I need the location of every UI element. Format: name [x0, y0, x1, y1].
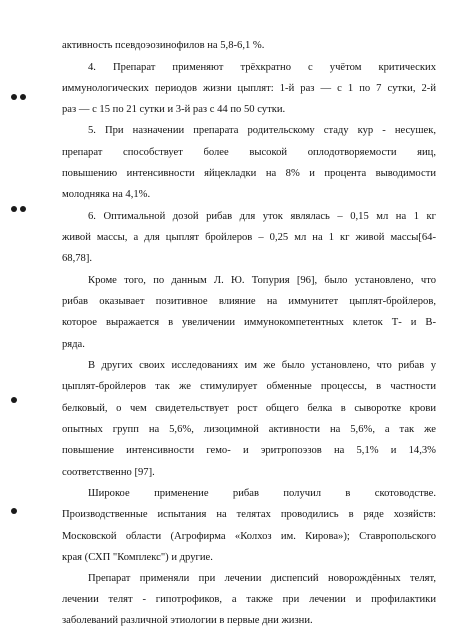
- text-line: соответственно [97].: [62, 467, 155, 478]
- text-line: белковый, о чем свидетельствует рост общего белка в сыворотке крови: [62, 403, 436, 414]
- text-line: Препарат применяли при лечении диспепсий новорождённых телят,: [88, 573, 436, 584]
- text-line: В других своих исследованиях им же было установлено, что рибав у: [88, 360, 436, 371]
- binder-hole: [11, 508, 17, 514]
- text-line: края (СХП "Комплекс") и другие.: [62, 552, 213, 563]
- text-line: иммунологических периодов жизни цыплят: 1-й раз — с 1 по 7 сутки, 2-й: [62, 83, 436, 94]
- text-line: 4. Препарат применяют трёхкратно с учётом критических: [88, 62, 436, 73]
- text-line: повышение интенсивности гемо- и эритропоэзов на 5,1% и 14,3%: [62, 445, 436, 456]
- text-line: рибав оказывает позитивное влияние на иммунитет цыплят-бройлеров,: [62, 296, 436, 307]
- text-line: цыплят-бройлеров так же стимулирует обменные процессы, в частности: [62, 381, 436, 392]
- text-line: живой массы, а для цыплят бройлеров – 0,25 мл на 1 кг живой массы[64-: [62, 232, 436, 243]
- text-line: активность псевдоэозинофилов на 5,8-6,1 %.: [62, 40, 265, 51]
- text-line: препарат способствует более высокой оплодотворяемости яиц,: [62, 147, 436, 158]
- text-line: раз — с 15 по 21 сутки и 3-й раз с 44 по 50 сутки.: [62, 104, 286, 115]
- text-line: Широкое применение рибав получил в скотоводстве.: [88, 488, 436, 499]
- text-line: 5. При назначении препарата родительскому стаду кур - несушек,: [88, 125, 436, 136]
- text-line: 6. Оптимальной дозой рибав для уток являлась – 0,15 мл на 1 кг: [88, 211, 436, 222]
- text-line: молодняка на 4,1%.: [62, 189, 151, 200]
- text-line: повышению интенсивности яйцекладки на 8% и процента выводимости: [62, 168, 436, 179]
- binder-hole: [11, 94, 17, 100]
- text-line: заболеваний различной этиологии в первые дни жизни.: [62, 615, 313, 626]
- binder-hole: [20, 206, 26, 212]
- text-line: Московской области (Агрофирма «Колхоз им. Кирова»); Ставропольского: [62, 531, 436, 542]
- text-line: опытных групп на 5,6%, лизоцимной активности на 5,6%, а так же: [62, 424, 436, 435]
- binder-hole: [20, 94, 26, 100]
- text-line: ряда.: [62, 339, 85, 350]
- binder-hole: [11, 397, 17, 403]
- text-line: лечении телят - гипотрофиков, а также при лечении и профилактики: [62, 594, 436, 605]
- text-line: 68,78].: [62, 253, 93, 264]
- text-line: которое выражается в увеличении иммунокомпетентных клеток Т- и В-: [62, 317, 436, 328]
- text-line: Производственные испытания на телятах проводились в ряде хозяйств:: [62, 509, 436, 520]
- binder-hole: [11, 206, 17, 212]
- text-line: Кроме того, по данным Л. Ю. Топурия [96], было установлено, что: [88, 275, 436, 286]
